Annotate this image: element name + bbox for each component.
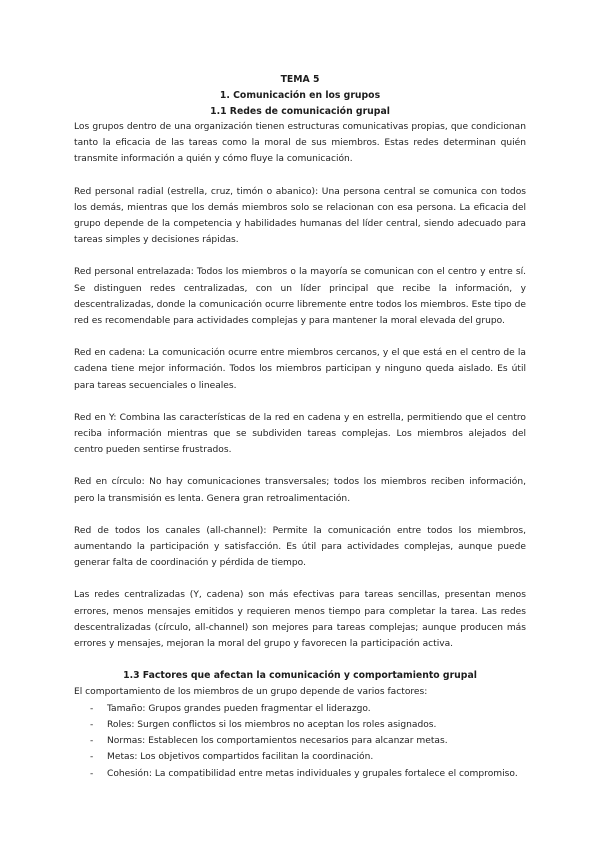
bullet-dash: - [90, 719, 94, 730]
section-1-3-title: 1.3 Factores que afectan la comunicación y comportamiento grupal [123, 670, 477, 682]
factors-list [74, 701, 526, 782]
paragraph-comparison: Las redes centralizadas (Y, cadena) son más efectivas para tareas sencillas, presentan menos errores, menos mensajes emitidos y requieren menos tiempo para completar la tarea. Las redes descentralizadas (círculo, all-channel) son mejores para tareas complejas; aunque producen más errores y mensajes, mejoran la moral del grupo y favorecen la participación activa. [74, 590, 526, 650]
paragraph-red-entrelazada: Red personal entrelazada: Todos los miembros o la mayoría se comunican con el centro y entre sí. Se distinguen redes centralizadas, con un líder principal que recibe la información, y descentralizadas, donde la comunicación ocurre libremente entre todos los miembros. Este tipo de red es recomendable para actividades complejas y para mantener la moral elevada del grupo. [74, 267, 526, 327]
list-item [74, 701, 526, 717]
bullet-dash: - [90, 768, 94, 779]
paragraph-red-y: Red en Y: Combina las características de la red en cadena y en estrella, permitiendo que el centro reciba información mientras que se subdividen tareas complejas. Los miembros alejados del centro pueden sentirse frustrados. [74, 412, 526, 456]
list-item-text: Normas: Establecen los comportamientos necesarios para alcanzar metas. [107, 736, 448, 747]
bullet-dash: - [90, 703, 94, 714]
paragraph-red-all-channel: Red de todos los canales (all-channel): Permite la comunicación entre todos los miembros, aumentando la participación y satisfacción. Es útil para actividades complejas, aunque puede generar falta de coordinación y pérdida de tiempo. [74, 525, 526, 569]
list-item [74, 717, 526, 733]
document-body [74, 119, 526, 782]
paragraph-red-radial: Red personal radial (estrella, cruz, timón o abanico): Una persona central se comunica con todos los demás, mientras que los demás miembros solo se relacionan con esa persona. La eficacia del grupo depende de la competencia y habilidades humanas del líder central, siendo adecuado para tareas simples y decisiones rápidas. [74, 186, 526, 246]
list-item-text: Metas: Los objetivos compartidos facilitan la coordinación. [107, 752, 374, 763]
list-item-text: Cohesión: La compatibilidad entre metas individuales y grupales fortalece el compromiso. [107, 768, 518, 779]
section-1-3-intro: El comportamiento de los miembros de un grupo depende de varios factores: [74, 687, 428, 698]
tema-title: TEMA 5 [280, 74, 320, 85]
header [0, 72, 600, 120]
subsection-title: 1.1 Redes de comunicación grupal [210, 106, 390, 117]
bullet-dash: - [90, 736, 94, 747]
list-item [74, 749, 526, 765]
section-title: 1. Comunicación en los grupos [219, 90, 381, 101]
paragraph-red-cadena: Red en cadena: La comunicación ocurre entre miembros cercanos, y el que está en el centro de la cadena tiene mejor información. Todos los miembros participan y ninguno queda aislado. Es útil para tareas secuenciales o lineales. [74, 348, 526, 391]
list-item [74, 766, 526, 782]
bullet-dash: - [90, 752, 94, 763]
list-item [74, 733, 526, 749]
list-item-text: Roles: Surgen conflictos si los miembros no aceptan los roles asignados. [107, 719, 437, 730]
paragraph-intro: Los grupos dentro de una organización tienen estructuras comunicativas propias, que condicionan tanto la eficacia de las tareas como la moral de sus miembros. Estas redes determinan quién transmite información a quién y cómo fluye la comunicación. [74, 122, 526, 165]
paragraph-red-circulo: Red en círculo: No hay comunicaciones transversales; todos los miembros reciben información, pero la transmisión es lenta. Genera gran retroalimentación. [74, 477, 526, 504]
list-item-text: Tamaño: Grupos grandes pueden fragmentar el liderazgo. [107, 703, 371, 714]
